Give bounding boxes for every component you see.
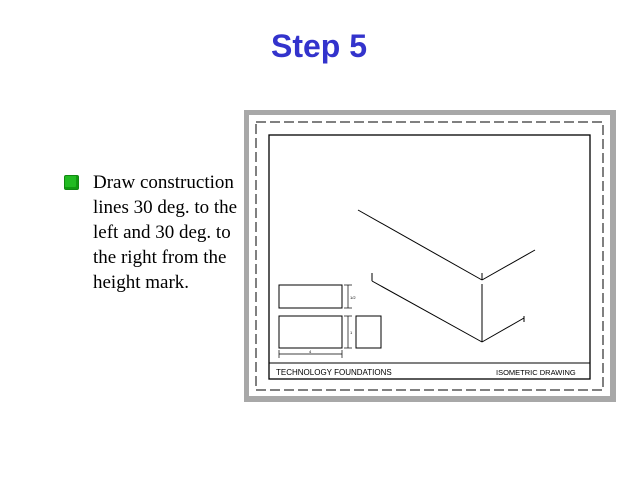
title-block-right: ISOMETRIC DRAWING [496,368,576,377]
bullet-text: Draw construction lines 30 deg. to the left and 30 deg. to the right from the height mark. [93,172,238,293]
isometric-drawing-sheet [244,110,616,402]
title-block-left: TECHNOLOGY FOUNDATIONS [276,368,392,377]
slide-title: Step 5 [270,28,368,64]
dim-height-front-label: 1 [350,330,353,335]
square-bullet-icon [64,175,79,190]
dim-width-label: 4 [309,349,312,354]
dim-height-top-label: 1/2 [350,295,356,300]
